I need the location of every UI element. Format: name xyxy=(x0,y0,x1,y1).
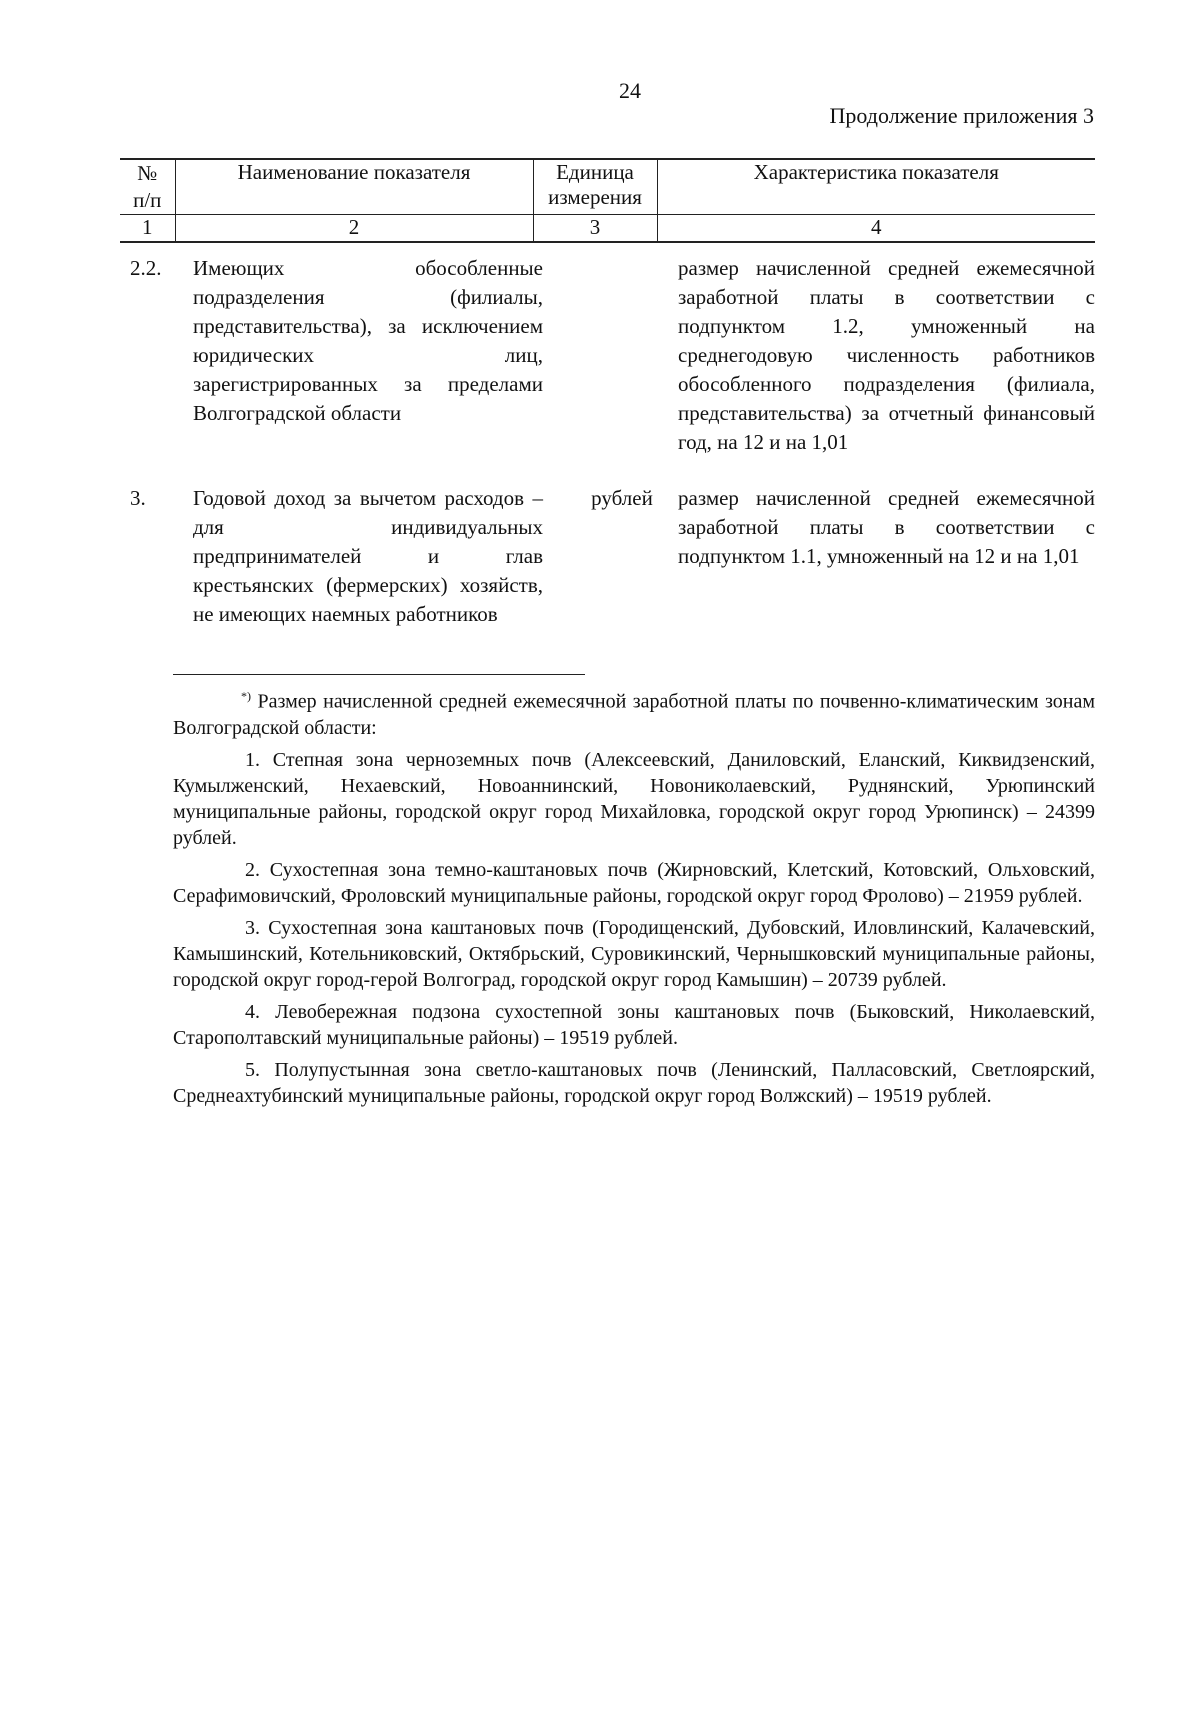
column-header-name: Наименование показателя xyxy=(175,159,533,215)
indicator-characteristic: размер начисленной средней ежемесячной заработной платы в соответствии с подпунктом 1.1, умноженный на 12 и на 1,01 xyxy=(678,486,1095,568)
footnote-separator xyxy=(173,674,585,675)
table-header-row xyxy=(120,159,1095,215)
appendix-continuation-note: Продолжение приложения 3 xyxy=(829,103,1094,128)
indicator-table-header xyxy=(120,158,1095,243)
column-number: 4 xyxy=(657,215,1095,243)
row-number: 2.2. xyxy=(130,256,162,280)
column-number: 3 xyxy=(533,215,657,243)
footnote-intro-text: Размер начисленной средней ежемесячной заработной платы по почвенно-климатическим зонам Волгоградской области: xyxy=(173,690,1095,739)
footnote-item: 4. Левобережная подзона сухостепной зоны каштановых почв (Быковский, Николаевский, Старополтавский муниципальные районы) – 19519 рублей. xyxy=(173,1000,1095,1049)
column-number-row xyxy=(120,215,1095,243)
table-row xyxy=(120,254,1095,474)
column-header-number: № п/п xyxy=(120,159,175,215)
column-number: 1 xyxy=(120,215,175,243)
column-number: 2 xyxy=(175,215,533,243)
indicator-unit: рублей xyxy=(591,486,653,510)
column-header-unit: Единица измерения xyxy=(533,159,657,215)
row-number: 3. xyxy=(130,486,146,510)
footnote-item: 5. Полупустынная зона светло-каштановых почв (Ленинский, Палласовский, Светлоярский, Среднеахтубинский муниципальные районы, городской округ город Волжский) – 19519 рублей. xyxy=(173,1058,1095,1107)
footnote-item: 1. Степная зона черноземных почв (Алексеевский, Даниловский, Еланский, Киквидзенский, Кумылженский, Нехаевский, Новоаннинский, Новониколаевский, Руднянский, Урюпинский муниципальные районы, городской округ город Михайловка, городской округ город Урюпинск) – 24399 рублей. xyxy=(173,748,1095,849)
page-number: 24 xyxy=(619,78,641,103)
footnote-item: 3. Сухостепная зона каштановых почв (Городищенский, Дубовский, Иловлинский, Калачевский, Камышинский, Котельниковский, Октябрьский, Суровикинский, Чернышковский муниципальные районы, городской округ город-герой Волгоград, городской округ город Камышин) – 20739 рублей. xyxy=(173,916,1095,991)
column-header-characteristic: Характеристика показателя xyxy=(657,159,1095,215)
footnote-item: 2. Сухостепная зона темно-каштановых почв (Жирновский, Клетский, Котовский, Ольховский, Серафимовичский, Фроловский муниципальные районы, городской округ город Фролово) – 21959 рублей. xyxy=(173,858,1095,907)
table-row xyxy=(120,484,1095,704)
footnote-marker: *) xyxy=(241,689,251,703)
indicator-characteristic: размер начисленной средней ежемесячной заработной платы в соответствии с подпунктом 1.2, умноженный на среднегодовую численность работников обособленного подразделения (филиала, представительства) за отчетный финансовый год, на 12 и на 1,01 xyxy=(678,256,1095,454)
indicator-name: Годовой доход за вычетом расходов – для индивидуальных предпринимателей и глав крестьянских (фермерских) хозяйств, не имеющих наемных работников xyxy=(193,486,543,626)
footnote-intro xyxy=(173,683,1095,741)
indicator-name: Имеющих обособленные подразделения (филиалы, представительства), за исключением юридических лиц, зарегистрированных за пределами Волгоградской области xyxy=(193,256,543,425)
footnotes xyxy=(173,683,1095,1115)
